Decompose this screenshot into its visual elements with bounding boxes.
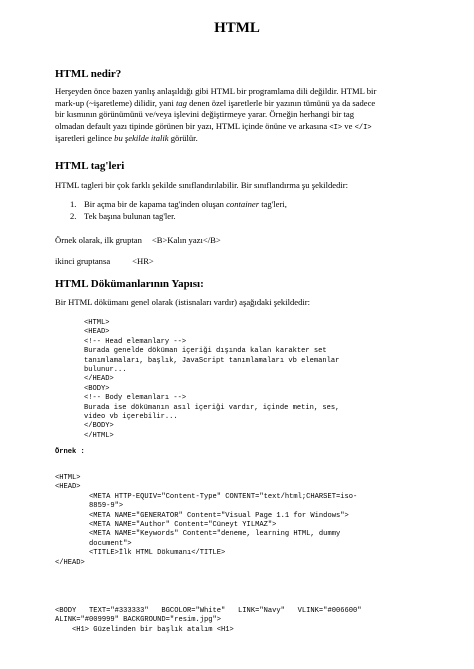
example-group-1: Örnek olarak, ilk gruptan <B>Kalın yazı</B> (55, 235, 221, 245)
structure-intro-text: Bir HTML dökümanı genel olarak (istisnaları vardır) aşağıdaki şekildedir: (55, 297, 311, 307)
tags-list (70, 199, 287, 222)
intro-line-2: mark-up (~işaretleme) dilidir, yani tag denen özel işaretlerle bir yazının tümünü ya da sadece (55, 97, 376, 108)
paragraph-intro (55, 86, 423, 145)
section-heading-what-is-html: HTML nedir? (55, 68, 122, 80)
intro-code-i-tag: <I> (329, 123, 343, 132)
tags-intro-text: HTML tagleri bir çok farklı şekilde sınıflandırılabilir. Bir sınıflandırma şu şekildedir: (55, 180, 348, 190)
intro-line-5: işaretleri gelince bu şekilde italik görülür. (55, 133, 198, 144)
intro-code-i-close-tag: </I> (354, 123, 372, 132)
example-group-1-code: <B>Kalın yazı</B> (151, 235, 221, 245)
section-heading-tags: HTML tag'leri (55, 160, 125, 172)
intro-italic-example: bu şekilde italik (114, 133, 169, 144)
page-title: HTML (214, 20, 260, 36)
example-group-2: ikinci gruptansa <HR> (55, 256, 154, 266)
section-heading-structure: HTML Dökümanlarının Yapısı: (55, 278, 204, 290)
intro-line-3: bir kısmının görünümünü ve/veya işlevini değiştirmeye yarar. Örneğin herhangi bir tag (55, 109, 355, 120)
code-block-structure: <HTML> <HEAD> <!-- Head elemanlary --> Burada genelde döküman içeriği dışında kalan karakter set tanımlamaları, başlık, JavaScript tanımlamaları vb elemanlar bulunur... </HEAD> <BODY> <!-- Body elemanları --> Burada ise dökümanın asıl içeriği vardır, içinde metin, ses, video vb içerebilir... </BODY> </HTML> (84, 319, 340, 440)
code-block-example-head: <HTML> <HEAD> <META HTTP-EQUIV="Content-Type" CONTENT="text/html;CHARSET=iso- 8859-9"> <META NAME="GENERATOR" Content="Visual Page 1.1 for Windows"> <META NAME="Author" Content="Cüneyt YILMAZ"> <META NAME="Keywords" Content="deneme, learning HTML, dummy document"> <TITLE>İlk HTML Dökumanı</TITLE> </HEAD> (55, 474, 358, 567)
example-label: Örnek : (55, 448, 85, 456)
list-item: 2. Tek başına bulunan tag'ler. (70, 210, 176, 221)
code-block-body-tag: <BODY TEXT="#333333" BGCOLOR="White" LINK="Navy" VLINK="#006600" ALINK="#009999" BACKGROUND="resim.jpg"> <H1> Güzelinden bir başlık atalım <H1> (55, 607, 362, 634)
intro-line-1: Herşeyden önce bazen yanlış anlaşıldığı gibi HTML bir programlama dili değildir. HTML bir (55, 86, 377, 96)
intro-line-4: olmadan default yazı tipinde görünen bir yazı, HTML içinde önüne ve arkasına <I> ve </I> (55, 120, 372, 132)
example-group-2-code: <HR> (132, 256, 154, 266)
list-italic-container: container (226, 199, 260, 209)
intro-italic-tag: tag (176, 97, 187, 108)
list-item: 1. Bir açma bir de kapama tag'inden oluşan container tag'leri, (70, 199, 287, 209)
